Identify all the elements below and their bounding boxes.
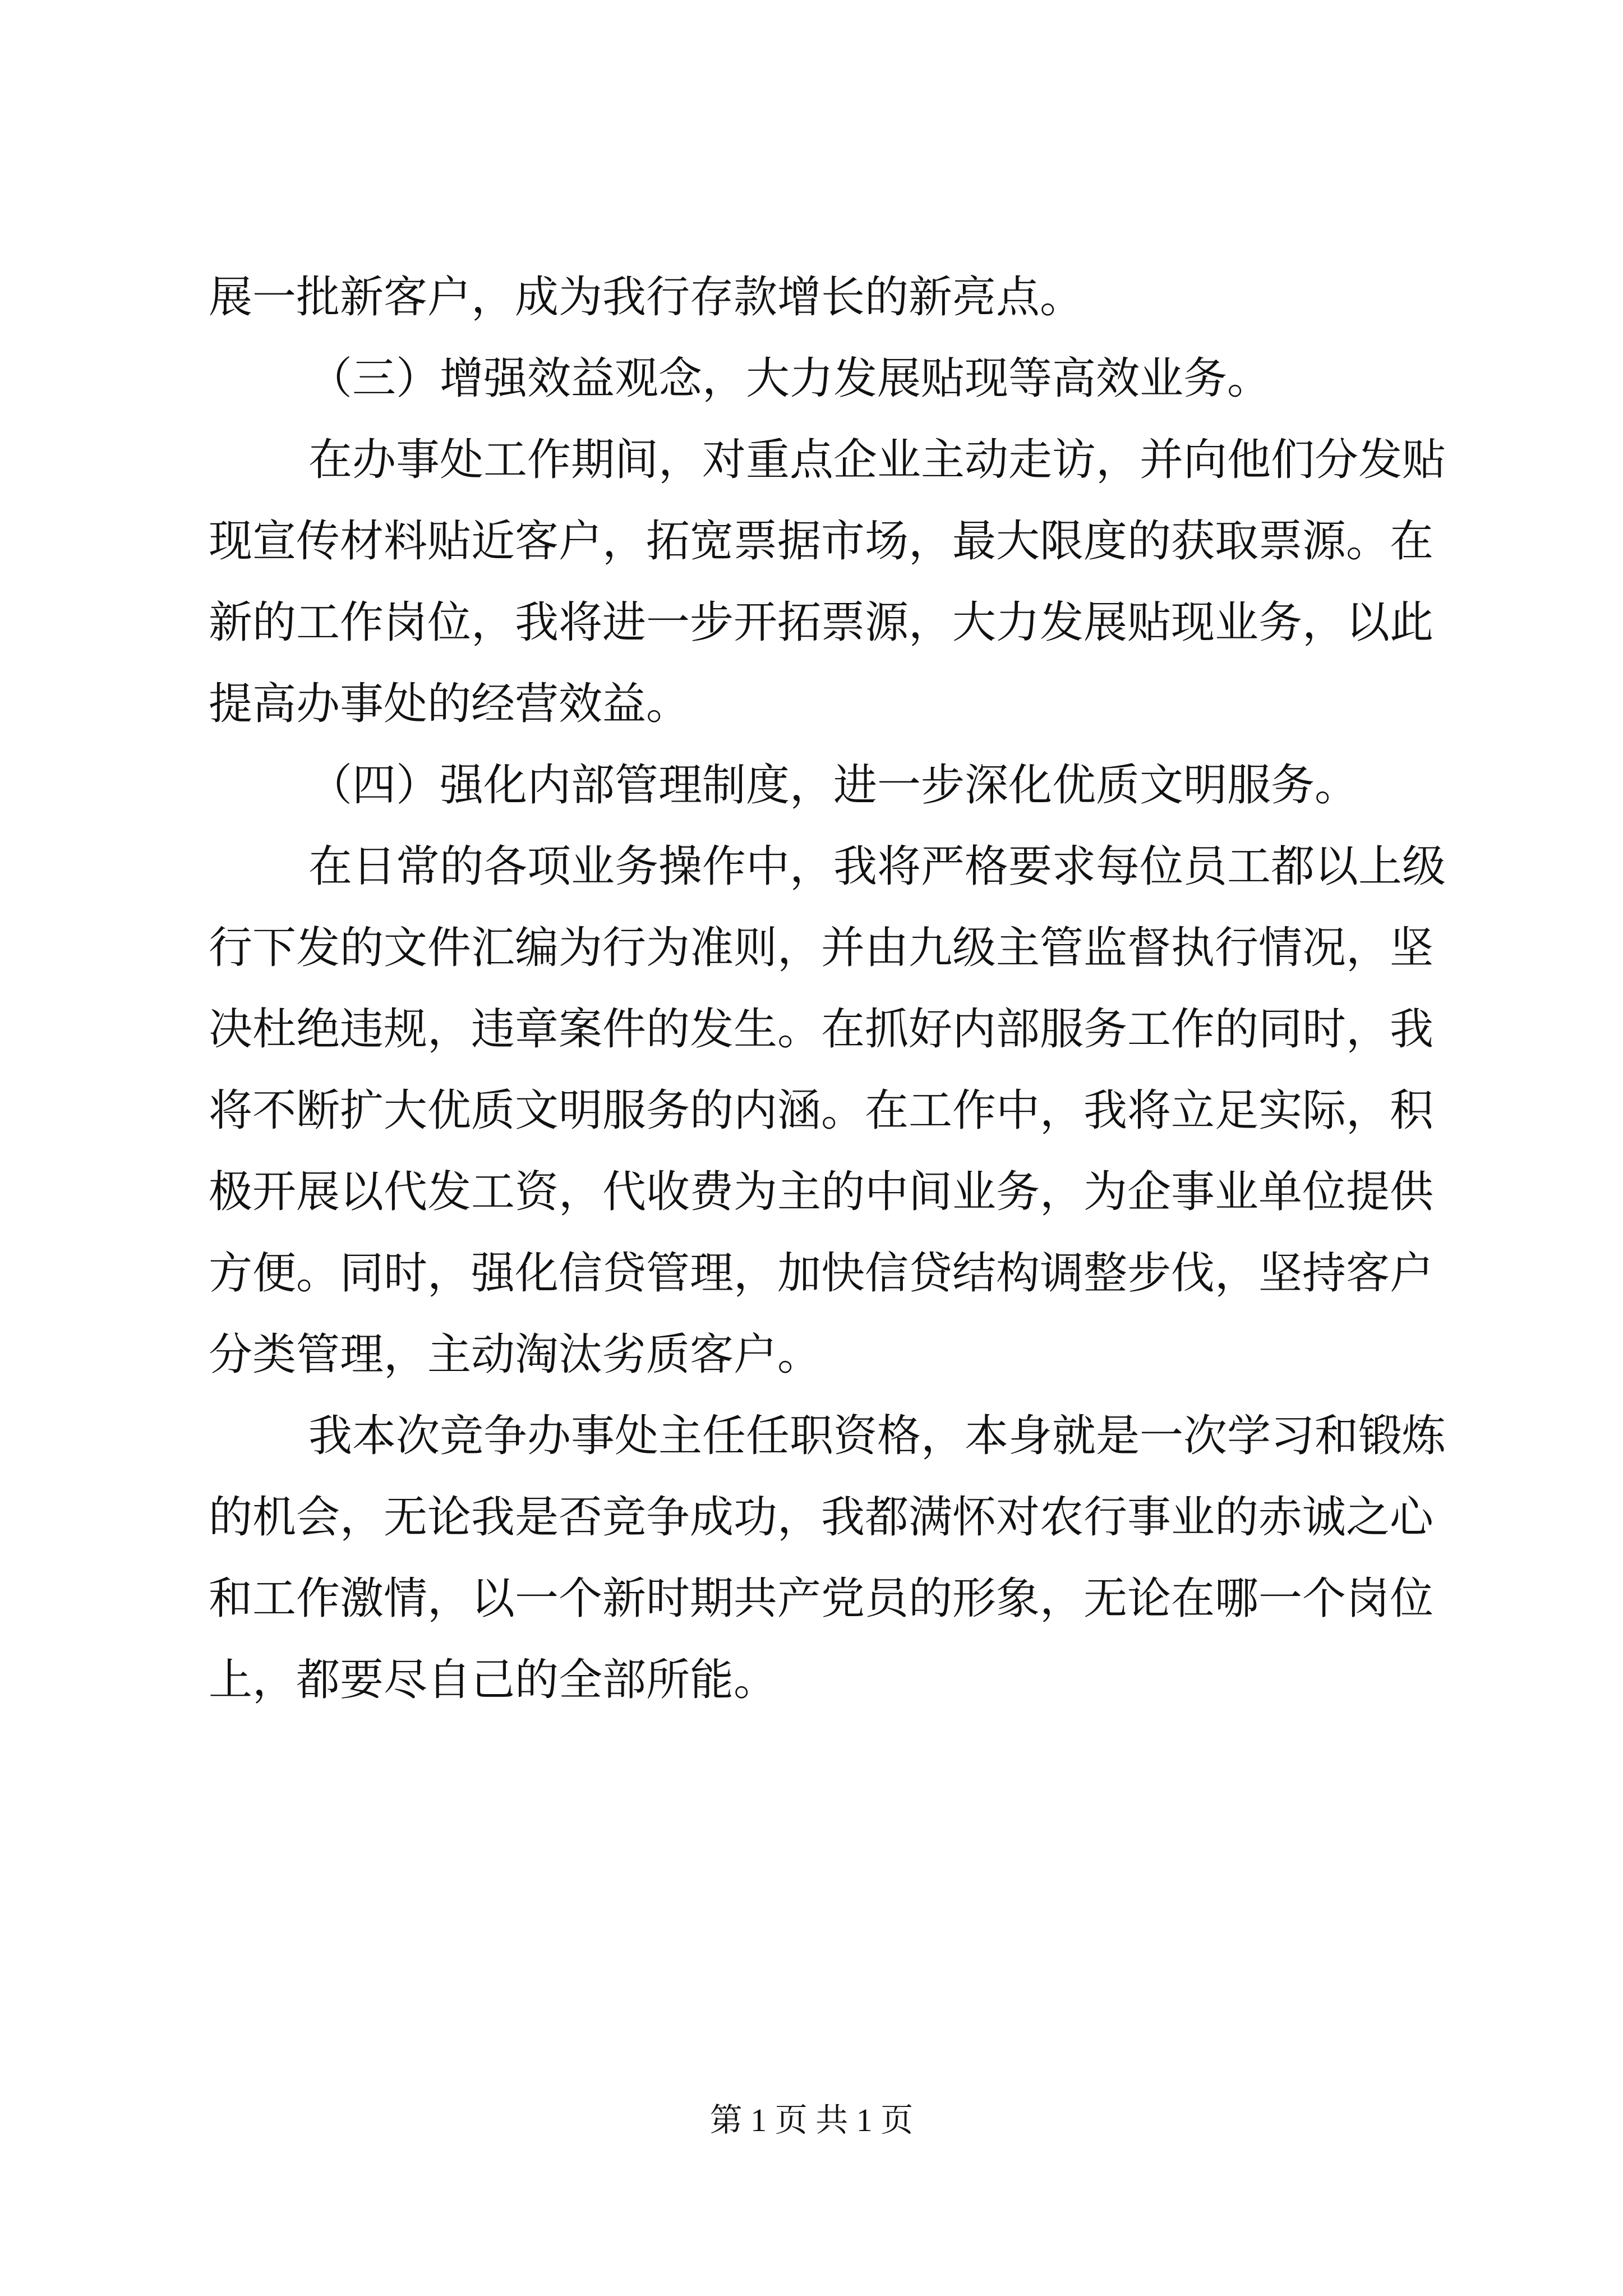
page-footer: 第 1 页 共 1 页 [709,2102,914,2138]
text-line: 的机会，无论我是否竞争成功，我都满怀对农行事业的赤诚之心 [209,1492,1434,1543]
text-line: 现宣传材料贴近客户，拓宽票据市场，最大限度的获取票源。在 [209,516,1434,567]
text-line: 在日常的各项业务操作中，我将严格要求每位员工都以上级 [308,841,1446,892]
text-line: 方便。同时，强化信贷管理，加快信贷结构调整步伐，坚持客户 [209,1248,1434,1299]
text-line: 和工作激情，以一个新时期共产党员的形象，无论在哪一个岗位 [209,1573,1434,1624]
section-heading: （三）增强效益观念，大力发展贴现等高效业务。 [308,353,1271,404]
text-line: 上，都要尽自己的全部所能。 [209,1655,778,1705]
text-line: 分类管理，主动淘汰劣质客户。 [209,1329,822,1380]
text-line: 我本次竞争办事处主任任职资格，本身就是一次学习和锻炼 [308,1411,1446,1461]
text-line: 极开展以代发工资，代收费为主的中间业务，为企事业单位提供 [209,1167,1434,1217]
text-line: 决杜绝违规，违章案件的发生。在抓好内部服务工作的同时，我 [209,1004,1434,1055]
text-line: 在办事处工作期间，对重点企业主动走访，并向他们分发贴 [308,435,1446,485]
text-line: 展一批新客户，成为我行存款增长的新亮点。 [209,272,1084,323]
text-line: 提高办事处的经营效益。 [209,679,690,729]
section-heading: （四）强化内部管理制度，进一步深化优质文明服务。 [308,760,1359,811]
text-line: 将不断扩大优质文明服务的内涵。在工作中，我将立足实际，积 [209,1085,1434,1136]
text-line: 新的工作岗位，我将进一步开拓票源，大力发展贴现业务，以此 [209,597,1434,648]
text-line: 行下发的文件汇编为行为准则，并由九级主管监督执行情况，坚 [209,923,1434,973]
